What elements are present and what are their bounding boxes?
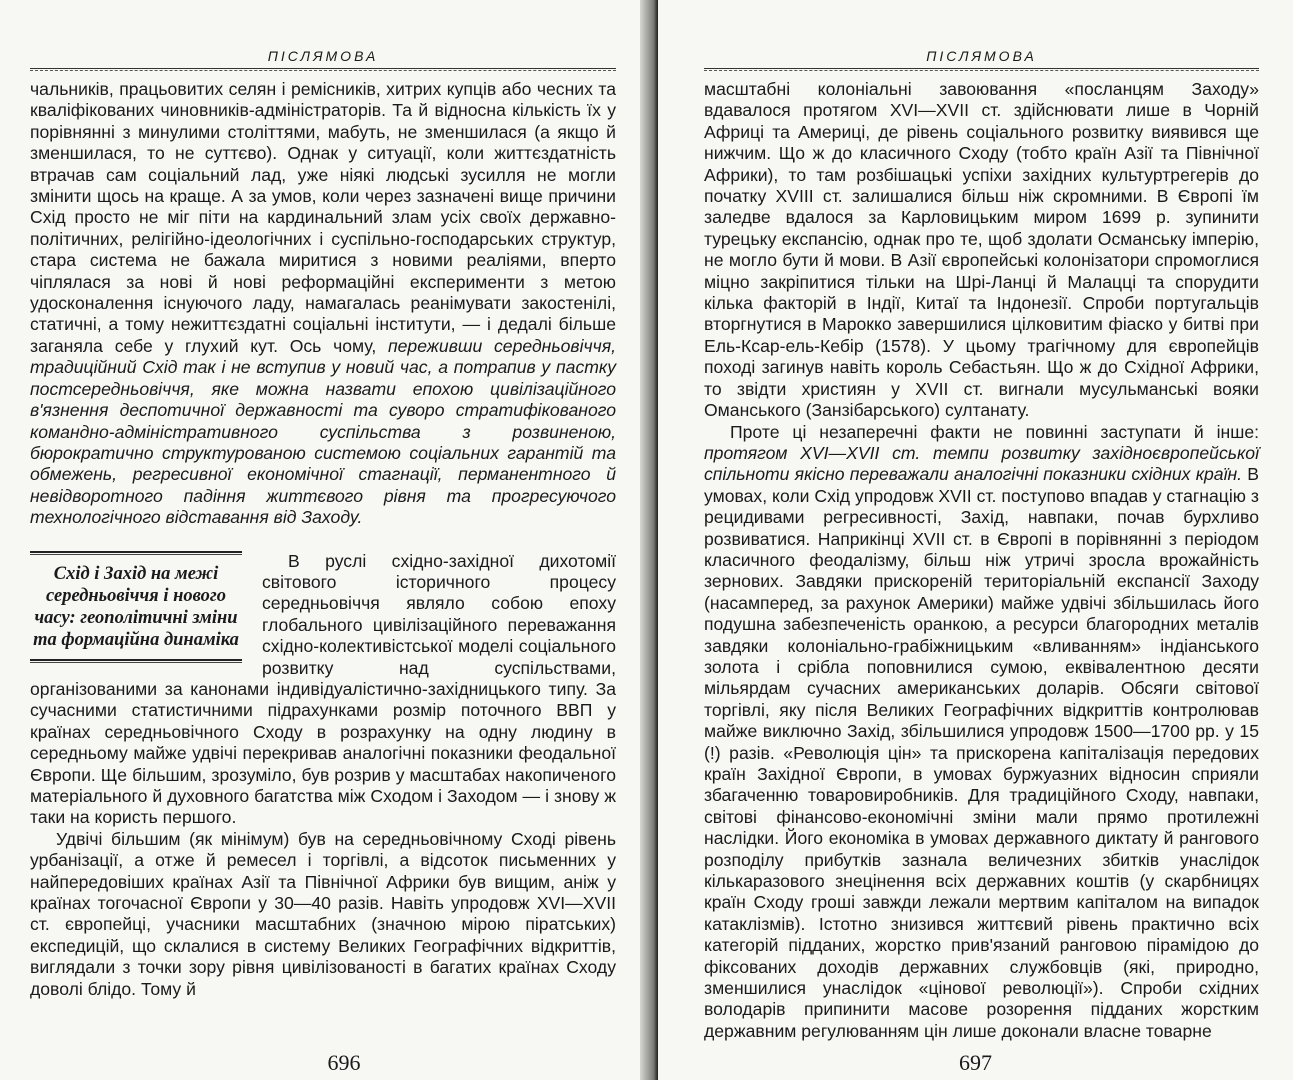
left-text-body <box>30 79 616 1000</box>
paragraph-text: В умовах, коли Схід упродовж XVII ст. поступово впадав у стагнацію з рецидивами регресивності, Захід, навпаки, почав бурхливо розвиватися. Наприкінці XVII ст. в Європі в порівнянні з періодом класичного феодалізму, більш ніж утричі зросла врожайність зернових. Завдяки прискореній територіальній експансії Заходу (насамперед, за рахунок Америки) майже удвічі збільшилась його подушна забезпеченість оранкою, а ресурси благородних металів завдяки колоніально-грабіжницьким «вливанням» індіанського золота і срібла поповнилися сумою, еквівалентною десяти мільярдам сучасних американських доларів. Обсяги світової торгівлі, яку після Великих Географічних відкриттів контролював майже виключно Захід, збільшилися упродовж 1500—1700 рр. у 15 (!) разів. «Революція цін» та прискорена капіталізація передових країн Західної Європи, в умовах буржуазних відносин сприяли збагаченню товаровиробників. Для традиційного Сходу, навпаки, світові фінансово-економічні зміни мали прямо протилежні наслідки. Його економіка в умовах державного диктату й рангового розподілу прибутків зазнала величезних збитків унаслідок кількаразового знецінення всіх державних коштів (у скарбницях країн Сходу гроші завжди лежали мертвим капіталом на випадок катаклізмів). Істотно знизився життєвий рівень практично всіх категорій підданих, жорстко прив'язаний ранговою пірамідою до фіксованих доходів державних службовців (які, природно, зменшилися унаслідок «цінової революції»). Спроби східних володарів припинити масове розорення підданих жорстким державним регулюванням цін лише доконали власне товарне <box>704 464 1259 1041</box>
right-page <box>658 0 1293 1080</box>
section-heading-box <box>30 551 242 663</box>
running-head: ПІСЛЯМОВА <box>926 48 1037 64</box>
italic-thesis: переживши середньовіччя, традиційний Схід так і не вступив у новий час, а потрапив у пастку постсередньовіччя, яке можна назвати епохою цивілізаційного в'язнення деспотичної державності та суворо стратифікованого командно-адміністративного суспільства з розвиненою, бюрократично структурованою системою соціальних гарантій та обмежень, регресивної економічної стагнації, перманентного й невідворотного падіння життєвого рівня та прогресуючого технологічного відставання від Заходу. <box>30 335 616 528</box>
paragraph <box>30 79 616 529</box>
paragraph <box>704 422 1259 1043</box>
page-number: 696 <box>327 1050 361 1075</box>
italic-thesis: протягом XVI—XVII ст. темпи розвитку західноєвропейської спільноти якісно переважали аналогічні показники східних країн. <box>704 442 1259 485</box>
paragraph-text: чальників, працьовитих селян і ремісників, хитрих купців або чесних та кваліфікованих чиновників-адміністраторів. Та й відносна кількість їх у порівнянні з минулими століттями, мабуть, не зменшилася (а якщо й зменшилася, то не суттєво). Однак у ситуації, коли життєздатність втрачав сам соціальний лад, уже ніякі людські зусилля не могли змінити щось на краще. А за умов, коли через зазначені вище причини Схід просто не міг піти на кардинальний злам усіх своїх державно-політичних, релігійно-ідеологічних і суспільно-господарських структур, стара система не бажала миритися з новими реаліями, вперто чіплялася за нові й нові реформаційні експерименти з метою удосконалення існуючого ладу, намагалась реанімувати закостенілі, статичні, а тому нежиттєздатні соціальні інститути, — і дедалі більше заганяла себе у глухий кут. Ось чому, <box>30 79 616 356</box>
heading-rule-bottom <box>30 659 242 663</box>
paragraph-text: Проте ці незаперечні факти не повинні заступати й інше: <box>730 421 1259 442</box>
paragraph: Удвічі більшим (як мінімум) був на середньовічному Сході рівень урбанізації, а отже й ремесел і торгівлі, а відсоток письменних у найпередовіших країнах Азії та Північної Африки був вищим, аніж у країнах тогочасної Європи у 30—40 разів. Навіть упродовж XVI—XVII ст. європейці, учасники масштабних (значною мірою піратських) експедицій, що склалися в систему Великих Географічних відкриттів, виглядали з точки зору рівня цивілізованості в багатих країнах Сходу доволі блідо. Тому й <box>30 828 616 999</box>
running-head: ПІСЛЯМОВА <box>267 48 379 64</box>
header-rule <box>30 68 616 71</box>
paragraph: В руслі східно-західної дихотомії світового історичного процесу середньовіччя являло собою епоху глобального цивілізаційного переважання східно-колективістської моделі соціального розвитку над суспільствами, організованими за канонами індивідуалістично-західницького типу. За сучасними статистичними підрахунками розмір поточного ВВП у країнах середньовічного Сходу в розрахунку на одну людину в середньому майже удвічі перекривав аналогічні показники феодальної Європи. Ще більшим, зрозуміло, був розрив у масштабах накопиченого матеріального й духовного багатства між Сходом і Заходом — і знову ж таки на користь першого. <box>30 550 616 828</box>
paragraph: масштабні колоніальні завоювання «посланцям Заходу» вдавалося протягом XVI—XVII ст. здійснювати лише в Чорній Африці та Америці, де рівень соціального розвитку виявився ще нижчим. Що ж до класичного Сходу (тобто країн Азії та Північної Африки), то там розбішацькі успіхи західних культуртрегерів до початку XVIII ст. залишалися більш ніж скромними. В Європі їм заледве вдалося за Карловицьким миром 1699 р. зупинити турецьку експансію, однак про те, щоб здолати Османську імперію, не могло бути й мови. В Азії європейські колонізатори спромоглися міцно закріпитися тільки на Шрі-Ланці й Малацці та спорудити кілька факторій в Індії, Китаї та Індонезії. Спроби португальців вторгнутися в Марокко завершилися цілковитим фіаско у битві при Ель-Ксар-ель-Кебір (1578). У цьому трагічному для європейців поході загинув навіть король Себастьян. Що ж до Східної Африки, то звідти християн у XVII ст. вигнали мусульманські вояки Оманського (Занзібарського) султанату. <box>704 79 1259 421</box>
right-text-body <box>704 79 1259 1042</box>
header-rule <box>704 68 1259 71</box>
section-title: Схід і Захід на межі середньовіччя і нового часу: геополітичні зміни та формаційна динаміка <box>33 563 239 650</box>
page-number: 697 <box>959 1050 992 1075</box>
